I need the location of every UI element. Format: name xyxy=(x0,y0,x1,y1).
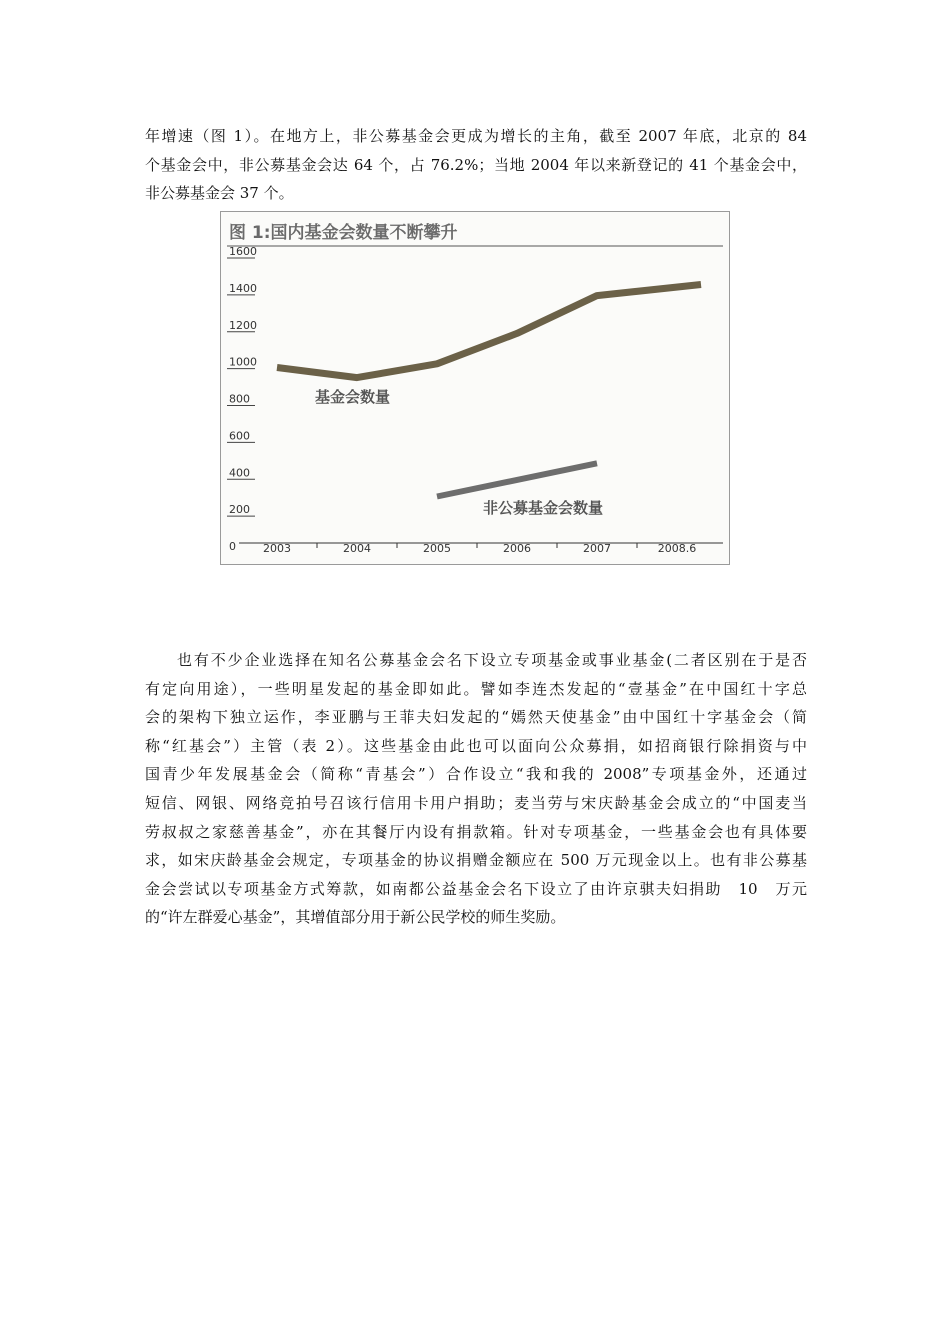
y-tick-label: 800 xyxy=(229,392,250,406)
y-tick-label: 1600 xyxy=(229,245,257,258)
x-axis xyxy=(239,542,723,555)
paragraph-special-funds xyxy=(145,646,807,932)
line-chart xyxy=(221,212,729,564)
x-tick-label: 2003 xyxy=(263,542,291,555)
y-tick-label: 0 xyxy=(229,540,236,553)
text-line: 有定向用途），一些明星发起的基金即如此。譬如李连杰发起的“壹基金”在中国红十字总 xyxy=(145,679,807,698)
x-tick-label: 2006 xyxy=(503,542,531,555)
figure-1-chart xyxy=(220,211,730,565)
series-labels xyxy=(315,388,603,517)
text-line: 个基金会中，非公募基金会达 64 个，占 76.2%；当地 2004 年以来新登记的 41 个基金会中， xyxy=(145,155,807,174)
x-tick-label: 2005 xyxy=(423,542,451,555)
text-line: 年增速（图 1）。在地方上，非公募基金会更成为增长的主角，截至 2007 年底，北京的 84 xyxy=(145,127,807,145)
y-tick-label: 400 xyxy=(229,466,250,480)
text-line: 劳叔叔之家慈善基金”，亦在其餐厅内设有捐款箱。针对专项基金，一些基金会也有具体要 xyxy=(145,822,807,841)
x-tick-label: 2004 xyxy=(343,542,371,555)
text-line: 金会尝试以专项基金方式筹款，如南都公益基金会名下设立了由许京骐夫妇捐助 10 万元 xyxy=(145,879,807,898)
text-line: 短信、网银、网络竞拍号召该行信用卡用户捐助；麦当劳与宋庆龄基金会成立的“中国麦当 xyxy=(145,793,807,812)
series-label-1: 基金会数量 xyxy=(315,388,391,406)
y-tick-label: 1000 xyxy=(229,355,257,369)
text-line: 非公募基金会 37 个。 xyxy=(145,184,294,203)
text-line: 求，如宋庆龄基金会规定，专项基金的协议捐赠金额应在 500 万元现金以上。也有非公募基 xyxy=(145,851,807,870)
text-line: 也有不少企业选择在知名公募基金会名下设立专项基金或事业基金(二者区别在于是否 xyxy=(177,651,807,669)
series-label-2: 非公募基金会数量 xyxy=(483,499,604,517)
y-tick-label: 1400 xyxy=(229,281,257,295)
x-tick-label: 2007 xyxy=(583,542,611,555)
x-tick-label: 2008.6 xyxy=(657,542,697,555)
y-axis xyxy=(227,245,257,553)
series-line-1 xyxy=(277,285,701,378)
y-tick-label: 600 xyxy=(229,429,250,443)
chart-title: 图 1:国内基金会数量不断攀升 xyxy=(229,223,458,243)
text-line: 称“红基会”）主管（表 2）。这些基金由此也可以面向公众募捐，如招商银行除捐资与中 xyxy=(145,736,807,755)
paragraph-intro xyxy=(145,122,807,208)
y-tick-label: 200 xyxy=(229,503,250,517)
text-line: 的“许左群爱心基金”，其增值部分用于新公民学校的师生奖励。 xyxy=(145,908,566,927)
text-line: 国青少年发展基金会（简称“青基会”）合作设立“我和我的 2008”专项基金外，还通过 xyxy=(145,765,807,784)
series-line-2 xyxy=(437,463,597,496)
text-line: 会的架构下独立运作，李亚鹏与王菲夫妇发起的“嫣然天使基金”由中国红十字基金会（简 xyxy=(145,708,807,727)
y-tick-label: 1200 xyxy=(229,318,257,332)
